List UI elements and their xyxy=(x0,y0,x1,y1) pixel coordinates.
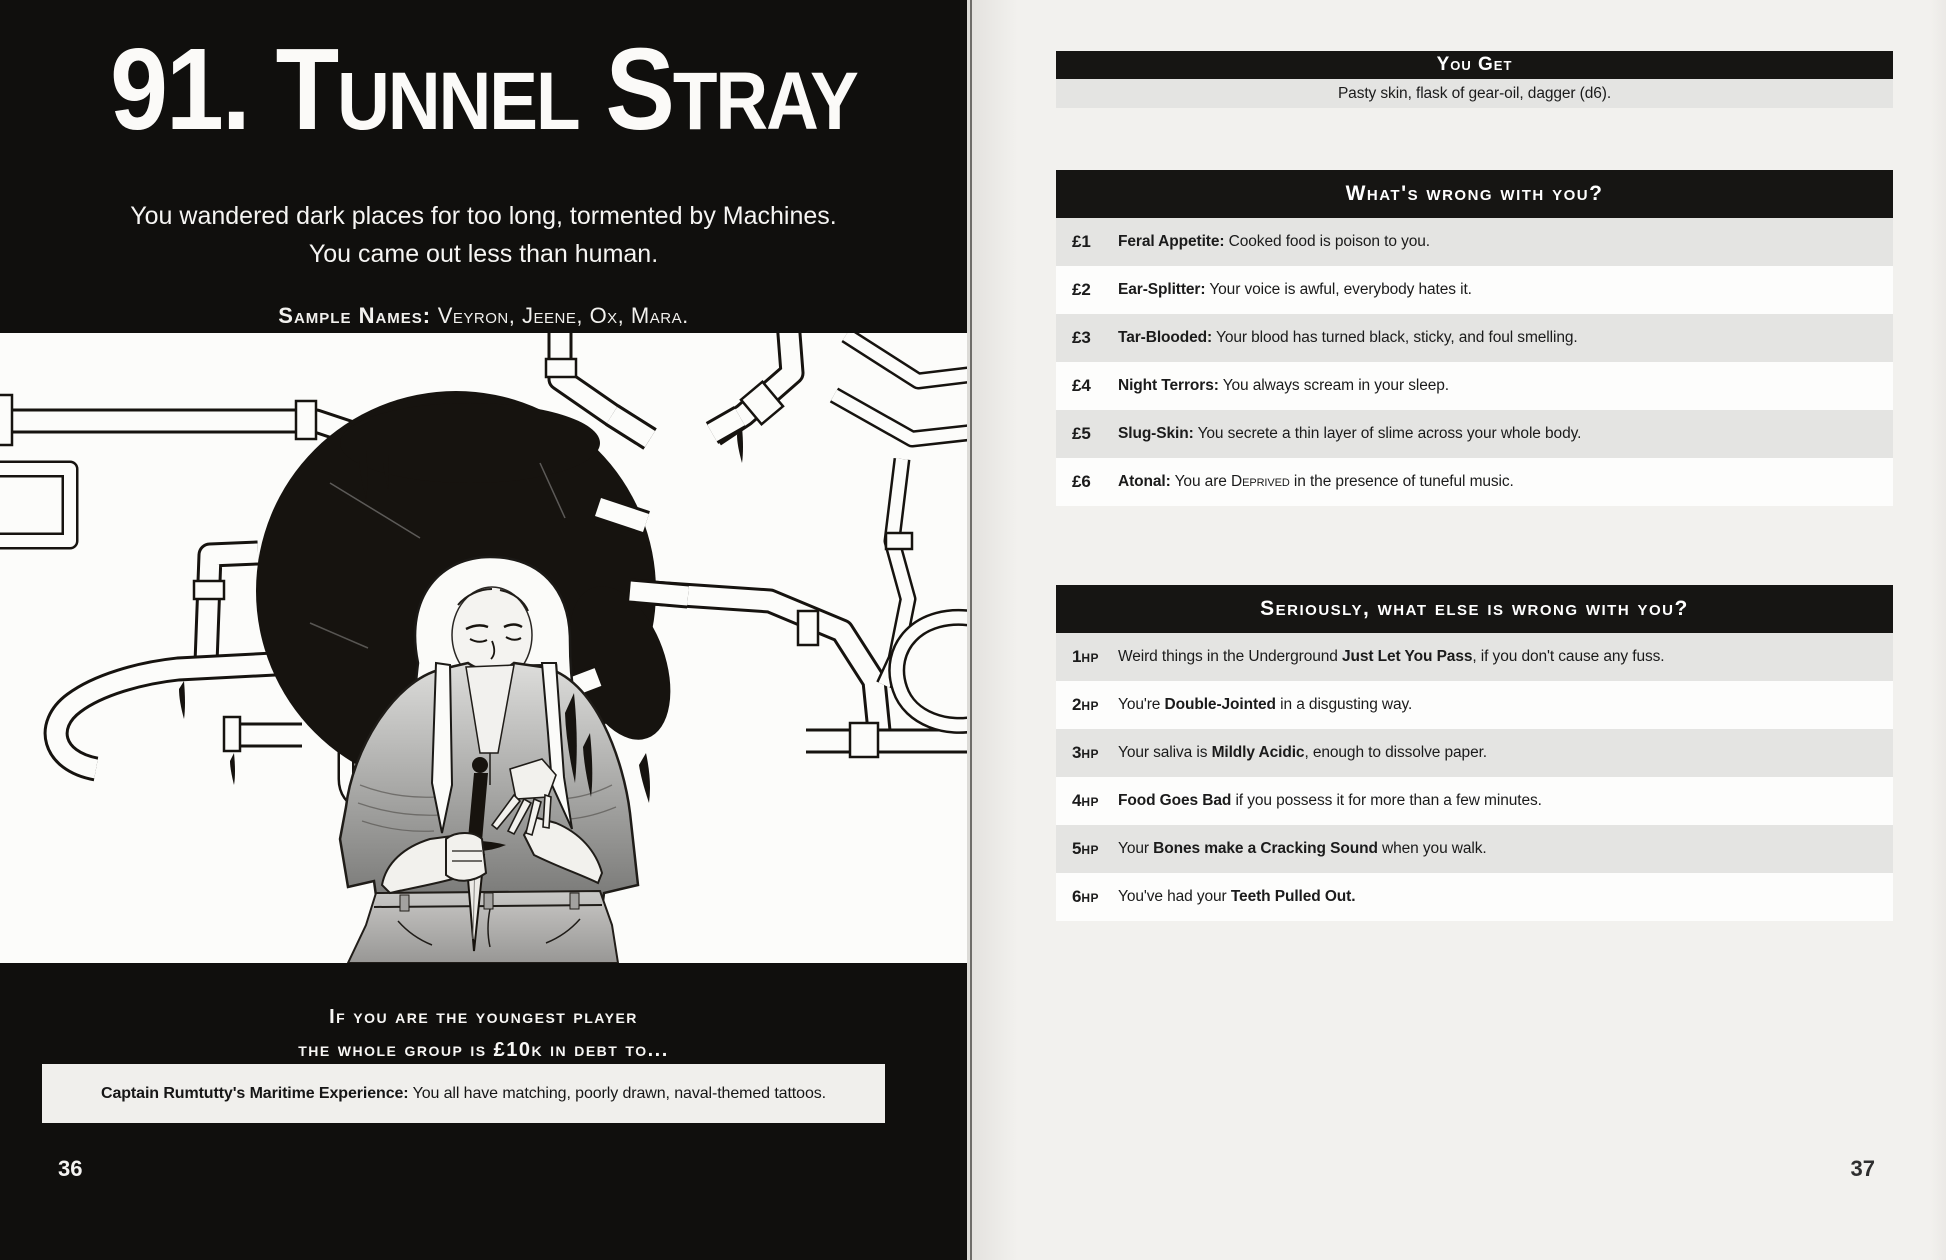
page-number-left: 36 xyxy=(58,1156,83,1181)
dice-result-label: £4 xyxy=(1072,376,1091,395)
dice-result-label: 4HP xyxy=(1072,791,1100,810)
row-text: Ear-Splitter: Your voice is awful, everybody hates it. xyxy=(1118,281,1472,298)
dice-result-label: 2HP xyxy=(1072,695,1100,714)
debt-heading-line: If you are the youngest player xyxy=(329,1006,638,1028)
table-body xyxy=(1056,218,1893,506)
you-get-table xyxy=(1056,51,1893,108)
table-body xyxy=(1056,633,1893,921)
row-text: You're Double-Jointed in a disgusting way. xyxy=(1118,696,1413,713)
table-row xyxy=(1056,410,1893,458)
row-text: Your Bones make a Cracking Sound when you walk. xyxy=(1118,840,1487,857)
table-row xyxy=(1056,681,1893,729)
table-row xyxy=(1056,729,1893,777)
whats-wrong-table xyxy=(1056,170,1893,506)
table-header xyxy=(1056,170,1893,218)
table-row xyxy=(1056,314,1893,362)
table-title: What's wrong with you? xyxy=(1345,182,1604,205)
dice-result-label: 1HP xyxy=(1072,647,1100,666)
table-row xyxy=(1056,79,1893,108)
table-row xyxy=(1056,825,1893,873)
dice-result-label: £5 xyxy=(1072,424,1091,443)
description-line: You wandered dark places for too long, tormented by Machines. xyxy=(130,202,837,230)
sample-names-label: Sample Names: xyxy=(278,303,432,328)
dice-result-label: 6HP xyxy=(1072,887,1100,906)
debt-creditor-detail: You all have matching, poorly drawn, naval-themed tattoos. xyxy=(408,1084,826,1102)
dice-result-label: £6 xyxy=(1072,472,1091,491)
table-row xyxy=(1056,633,1893,681)
seriously-wrong-table xyxy=(1056,585,1893,921)
dice-result-label: £3 xyxy=(1072,328,1091,347)
table-row xyxy=(1056,777,1893,825)
dice-result-label: £1 xyxy=(1072,232,1091,251)
left-page xyxy=(0,0,967,1260)
row-text: Food Goes Bad if you possess it for more than a few minutes. xyxy=(1118,792,1542,809)
right-page xyxy=(970,0,1946,1260)
tunnel-illustration xyxy=(0,333,967,963)
table-row xyxy=(1056,873,1893,921)
description-line: You came out less than human. xyxy=(308,239,659,268)
dice-result-label: 5HP xyxy=(1072,839,1100,858)
table-title: Seriously, what else is wrong with you? xyxy=(1260,597,1689,620)
debt-heading xyxy=(0,1001,967,1068)
debt-heading-line: the whole group is £10k in debt to... xyxy=(298,1039,669,1062)
sample-names xyxy=(0,303,967,329)
dice-result-label: £2 xyxy=(1072,280,1091,299)
row-text: You've had your Teeth Pulled Out. xyxy=(1118,888,1356,905)
row-text: Your saliva is Mildly Acidic, enough to dissolve paper. xyxy=(1118,744,1488,761)
table-row xyxy=(1056,266,1893,314)
row-text: Feral Appetite: Cooked food is poison to you. xyxy=(1118,233,1430,250)
gripping-fist xyxy=(446,833,486,881)
table-header xyxy=(1056,51,1893,79)
row-text: Tar-Blooded: Your blood has turned black, sticky, and foul smelling. xyxy=(1118,329,1578,346)
row-text: Pasty skin, flask of gear-oil, dagger (d6). xyxy=(1337,84,1612,102)
background-description xyxy=(0,198,967,273)
row-text: Weird things in the Underground Just Let You Pass, if you don't cause any fuss. xyxy=(1118,648,1665,665)
debt-detail-text xyxy=(101,1085,826,1103)
tunnel-illustration-svg xyxy=(0,333,967,963)
table-body xyxy=(1056,79,1893,108)
table-header xyxy=(1056,585,1893,633)
dice-result-label: 3HP xyxy=(1072,743,1100,762)
row-text: Slug-Skin: You secrete a thin layer of slime across your whole body. xyxy=(1118,425,1582,442)
table-row xyxy=(1056,218,1893,266)
sample-names-value: Veyron, Jeene, Ox, Mara. xyxy=(431,303,689,328)
page-number-right: 37 xyxy=(1850,1156,1875,1181)
row-text: Atonal: You are Deprived in the presence of tuneful music. xyxy=(1118,473,1514,490)
debt-creditor-name: Captain Rumtutty's Maritime Experience: xyxy=(101,1084,409,1102)
table-title: You Get xyxy=(1436,54,1513,75)
row-text: Night Terrors: You always scream in your sleep. xyxy=(1118,377,1449,394)
debt-detail-box xyxy=(42,1064,885,1123)
table-row xyxy=(1056,362,1893,410)
background-title: 91. Tunnel Stray xyxy=(110,24,857,155)
table-row xyxy=(1056,458,1893,506)
